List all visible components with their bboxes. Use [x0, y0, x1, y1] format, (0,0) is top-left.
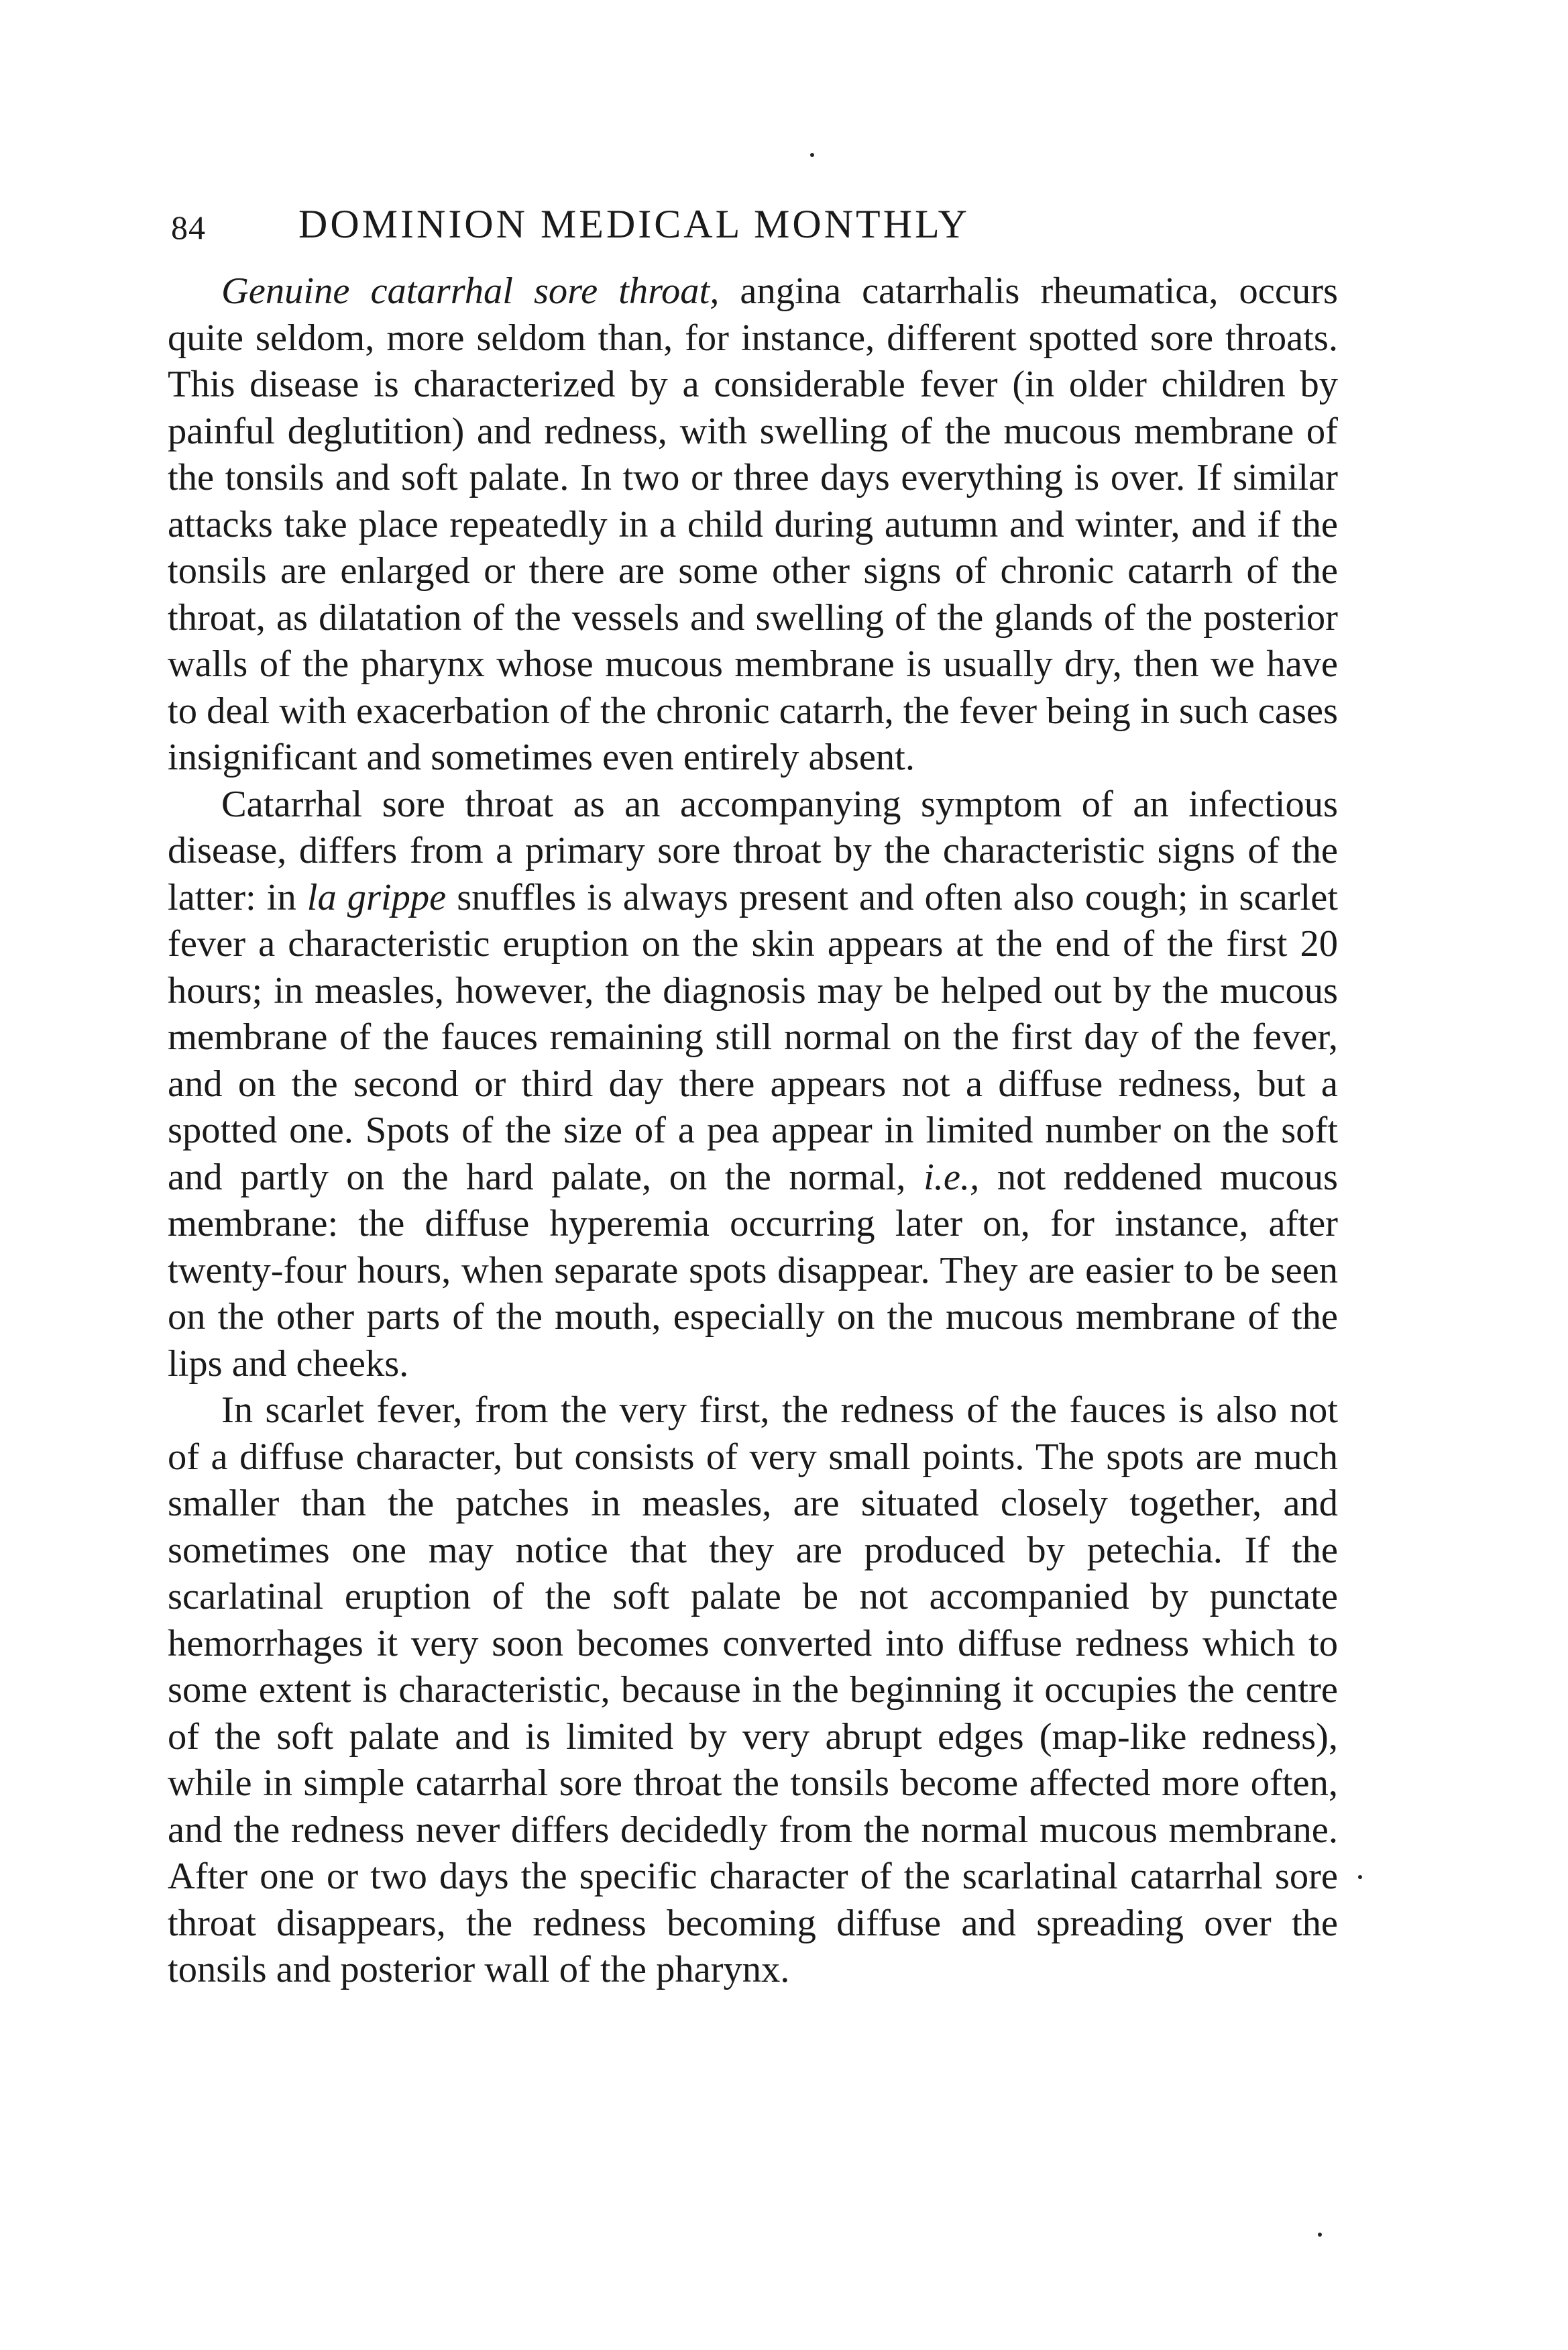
page-header	[171, 201, 1371, 262]
print-speck	[810, 153, 814, 157]
italic-term-ie: i.e.,	[923, 1156, 980, 1198]
body-text	[168, 268, 1338, 1994]
page-number: 84	[171, 209, 206, 246]
italic-term-la-grippe: la grippe	[306, 876, 447, 918]
running-head: DOMINION MEDICAL MONTHLY	[298, 202, 970, 246]
paragraph-lead-italic: Genuine catarrhal sore throat,	[221, 270, 720, 312]
paragraph-text: In scarlet fever, from the very first, the redness of the fauces is also not of a diffuse character, but consists of very small points. The spots are much smaller than the patches in measles, are situated closely together, and sometimes one may notice that they are produced by petechia. If the scarlatinal eruption of the soft palate be not accompanied by punctate hemorrhages it very soon becomes converted into diffuse redness which to some extent is characteristic, because in the beginning it occupies the centre of the soft palate and is limited by very abrupt edges (map-like redness), while in simple catarrhal sore throat the tonsils become affected more often, and the redness never differs decidedly from the normal mucous membrane. After one or two days the specific character of the scarlatinal catarrhal sore throat disappears, the redness becoming diffuse and spreading over the tonsils and posterior wall of the pharynx.	[168, 1389, 1338, 1990]
paragraph-accompanying-symptom	[168, 782, 1338, 1388]
paragraph-genuine-catarrhal	[168, 268, 1338, 782]
print-speck	[1358, 1875, 1362, 1879]
paragraph-text-after: not reddened mucous membrane: the diffuse hyperemia occurring later on, for instance, after twenty-four hours, when separate spots disappear. They are easier to be seen on the other parts of the mouth, especially on the mucous membrane of the lips and cheeks.	[168, 1156, 1338, 1385]
paragraph-text: angina catarrhalis rheumatica, occurs quite seldom, more seldom than, for instance, different spotted sore throats. This disease is characterized by a considerable fever (in older children by painful deglutition) and redness, with swelling of the mucous membrane of the tonsils and soft palate. In two or three days everything is over. If similar attacks take place repeatedly in a child during autumn and winter, and if the tonsils are enlarged or there are some other signs of chronic catarrh of the throat, as dilatation of the vessels and swelling of the glands of the posterior walls of the pharynx whose mucous membrane is usually dry, then we have to deal with exacerbation of the chronic catarrh, the fever being in such cases insignificant and sometimes even entirely absent.	[168, 270, 1338, 778]
paragraph-text-middle: snuffles is always present and often also cough; in scarlet fever a characteristic eruption on the skin appears at the end of the first 20 hours; in measles, however, the diagnosis may be helped out by the mucous membrane of the fauces remaining still normal on the first day of the fever, and on the second or third day there appears not a diffuse redness, but a spotted one. Spots of the size of a pea appear in limited number on the soft and partly on the hard palate, on the normal,	[168, 876, 1338, 1198]
paragraph-scarlet-fever	[168, 1387, 1338, 1994]
print-speck	[1318, 2233, 1322, 2237]
paragraph-text-before-italic: Catarrhal sore throat as an accompanying symptom of an infectious disease, differs from a primary sore throat by the characteristic signs of the latter: in	[168, 783, 1338, 918]
